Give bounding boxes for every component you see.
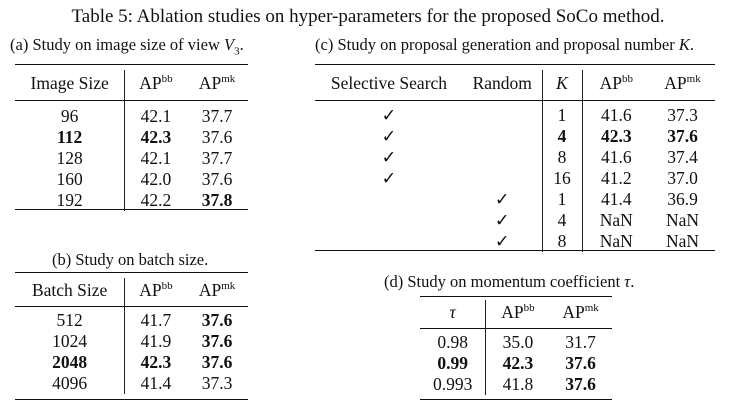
cell-image-size: 112 [15,127,125,148]
cell-ap-mk: 37.7 [201,106,233,126]
col-header-ap-mk: $AP^{mk}$ [562,302,599,322]
cell-ap-bb: 35.0 [502,332,534,352]
cell-ap-mk: 37.3 [667,105,698,125]
cell-ap-bb: 42.3 [502,353,534,373]
col-header-ap-mk: $AP^{mk}$ [198,72,236,93]
checkmark-icon: ✓ [381,168,397,188]
cell-k: 1 [542,105,582,126]
cell-image-size: 96 [15,106,125,127]
table-header-row [15,278,248,303]
cell-k: 16 [542,168,582,189]
cell-ap-bb: 41.4 [600,189,632,209]
col-header-k: K [542,70,582,96]
cell-ap-mk: 37.6 [201,352,233,372]
checkmark-icon: ✓ [381,126,397,146]
cell-ap-mk: 37.0 [667,168,698,188]
rule-top-b [15,272,248,273]
cell-k: 4 [542,126,582,147]
col-header-batch-size: Batch Size [15,278,125,303]
cell-ap-mk: 36.9 [667,189,698,209]
col-header-selective-search: Selective Search [330,72,448,93]
cell-ap-bb: NaN [599,210,633,230]
cell-k: 8 [542,231,582,252]
cell-batch-size: 512 [15,310,125,331]
cell-k: 4 [542,210,582,231]
table-row [15,190,248,211]
col-header-ap-mk: $AP^{mk}$ [198,280,236,300]
cell-batch-size: 1024 [15,331,125,352]
col-header-ap-bb: $AP^{bb}$ [139,280,173,300]
table-row [315,105,715,126]
col-header-ap-bb: $AP^{bb}$ [139,72,173,93]
table-row [15,310,248,331]
table-row [420,332,612,353]
cell-k: 1 [542,189,582,210]
cell-ap-bb: NaN [599,231,633,251]
cell-tau: 0.99 [420,353,486,374]
cell-ap-bb: 42.3 [140,127,172,147]
caption-d: (d) Study on momentum coefficient τ. [384,272,635,291]
checkmark-icon: ✓ [463,231,542,252]
cell-ap-mk: 37.6 [565,374,596,394]
cell-ap-mk: 37.8 [201,190,233,210]
cell-ap-bb: 42.3 [140,352,172,372]
col-header-image-size: Image Size [15,70,125,96]
cell-ap-mk: 37.6 [201,127,233,147]
rule-top-c [315,64,715,65]
rule-top-a [15,64,248,65]
table-a [15,70,248,211]
cell-ap-mk: 37.6 [201,169,233,189]
table-row [315,126,715,147]
cell-ap-bb: 41.6 [600,147,632,167]
cell-random [463,126,542,147]
col-header-ap-bb: $AP^{bb}$ [501,302,535,322]
cell-ap-bb: 41.2 [600,168,632,188]
cell-ap-mk: NaN [665,231,700,251]
table-row [315,231,715,252]
cell-random [463,105,542,126]
cell-selective-search [315,189,463,210]
cell-ap-mk: 37.6 [565,353,596,373]
table-row [15,106,248,127]
cell-ap-bb: 41.4 [140,373,172,393]
col-header-ap-mk: $AP^{mk}$ [664,72,701,93]
table-header-row [420,300,612,325]
cell-ap-bb: 42.1 [140,148,172,168]
cell-ap-mk: 37.6 [201,331,233,351]
table-row [15,373,248,394]
cell-ap-mk: 37.7 [201,148,233,168]
cell-ap-bb: 42.3 [600,126,632,146]
table-row [15,148,248,169]
table-row [420,374,612,395]
col-header-tau: τ [420,300,486,325]
checkmark-icon: ✓ [381,105,397,125]
cell-random [463,168,542,189]
cell-random [463,147,542,168]
cell-ap-bb: 41.7 [140,310,172,330]
table-row [15,127,248,148]
col-header-ap-bb: $AP^{bb}$ [599,72,633,93]
table-c [315,70,715,252]
table-title: Table 5: Ablation studies on hyper-parameters for the proposed SoCo method. [71,6,665,27]
cell-batch-size: 4096 [15,373,125,394]
table-row [420,353,612,374]
cell-image-size: 128 [15,148,125,169]
cell-batch-size: 2048 [15,352,125,373]
caption-a: (a) Study on image size of view $V_3$. [10,35,244,58]
cell-ap-bb: 42.2 [140,190,172,210]
table-row [15,352,248,373]
rule-bottom-b [15,399,248,400]
table-row [15,331,248,352]
caption-b: (b) Study on batch size. [52,250,209,269]
cell-ap-mk: 37.6 [201,310,233,330]
rule-top-d [420,296,612,297]
cell-ap-bb: 42.0 [140,169,172,189]
table-b [15,278,248,394]
cell-ap-mk: 37.3 [201,373,233,393]
table-header-row [15,70,248,96]
cell-ap-bb: 41.6 [600,105,632,125]
table-d [420,300,612,395]
checkmark-icon: ✓ [463,210,542,231]
table-row [315,189,715,210]
rule-bottom-d [420,399,612,400]
table-header-row [315,70,715,96]
table-row [315,168,715,189]
cell-ap-bb: 41.8 [502,374,534,394]
cell-tau: 0.98 [420,332,486,353]
cell-ap-mk: 31.7 [565,332,596,352]
col-header-random: Random [463,70,542,96]
cell-tau: 0.993 [420,374,486,395]
table-row [15,169,248,190]
cell-image-size: 192 [15,190,125,211]
cell-ap-bb: 42.1 [140,106,172,126]
cell-selective-search [315,231,463,252]
cell-ap-mk: NaN [665,210,700,230]
cell-selective-search [315,210,463,231]
caption-c: (c) Study on proposal generation and proposal number K. [315,35,694,54]
cell-ap-mk: 37.4 [667,147,698,167]
cell-image-size: 160 [15,169,125,190]
cell-ap-mk: 37.6 [667,126,698,146]
table-row [315,147,715,168]
cell-k: 8 [542,147,582,168]
cell-ap-bb: 41.9 [140,331,172,351]
table-row [315,210,715,231]
checkmark-icon: ✓ [463,189,542,210]
checkmark-icon: ✓ [381,147,397,167]
